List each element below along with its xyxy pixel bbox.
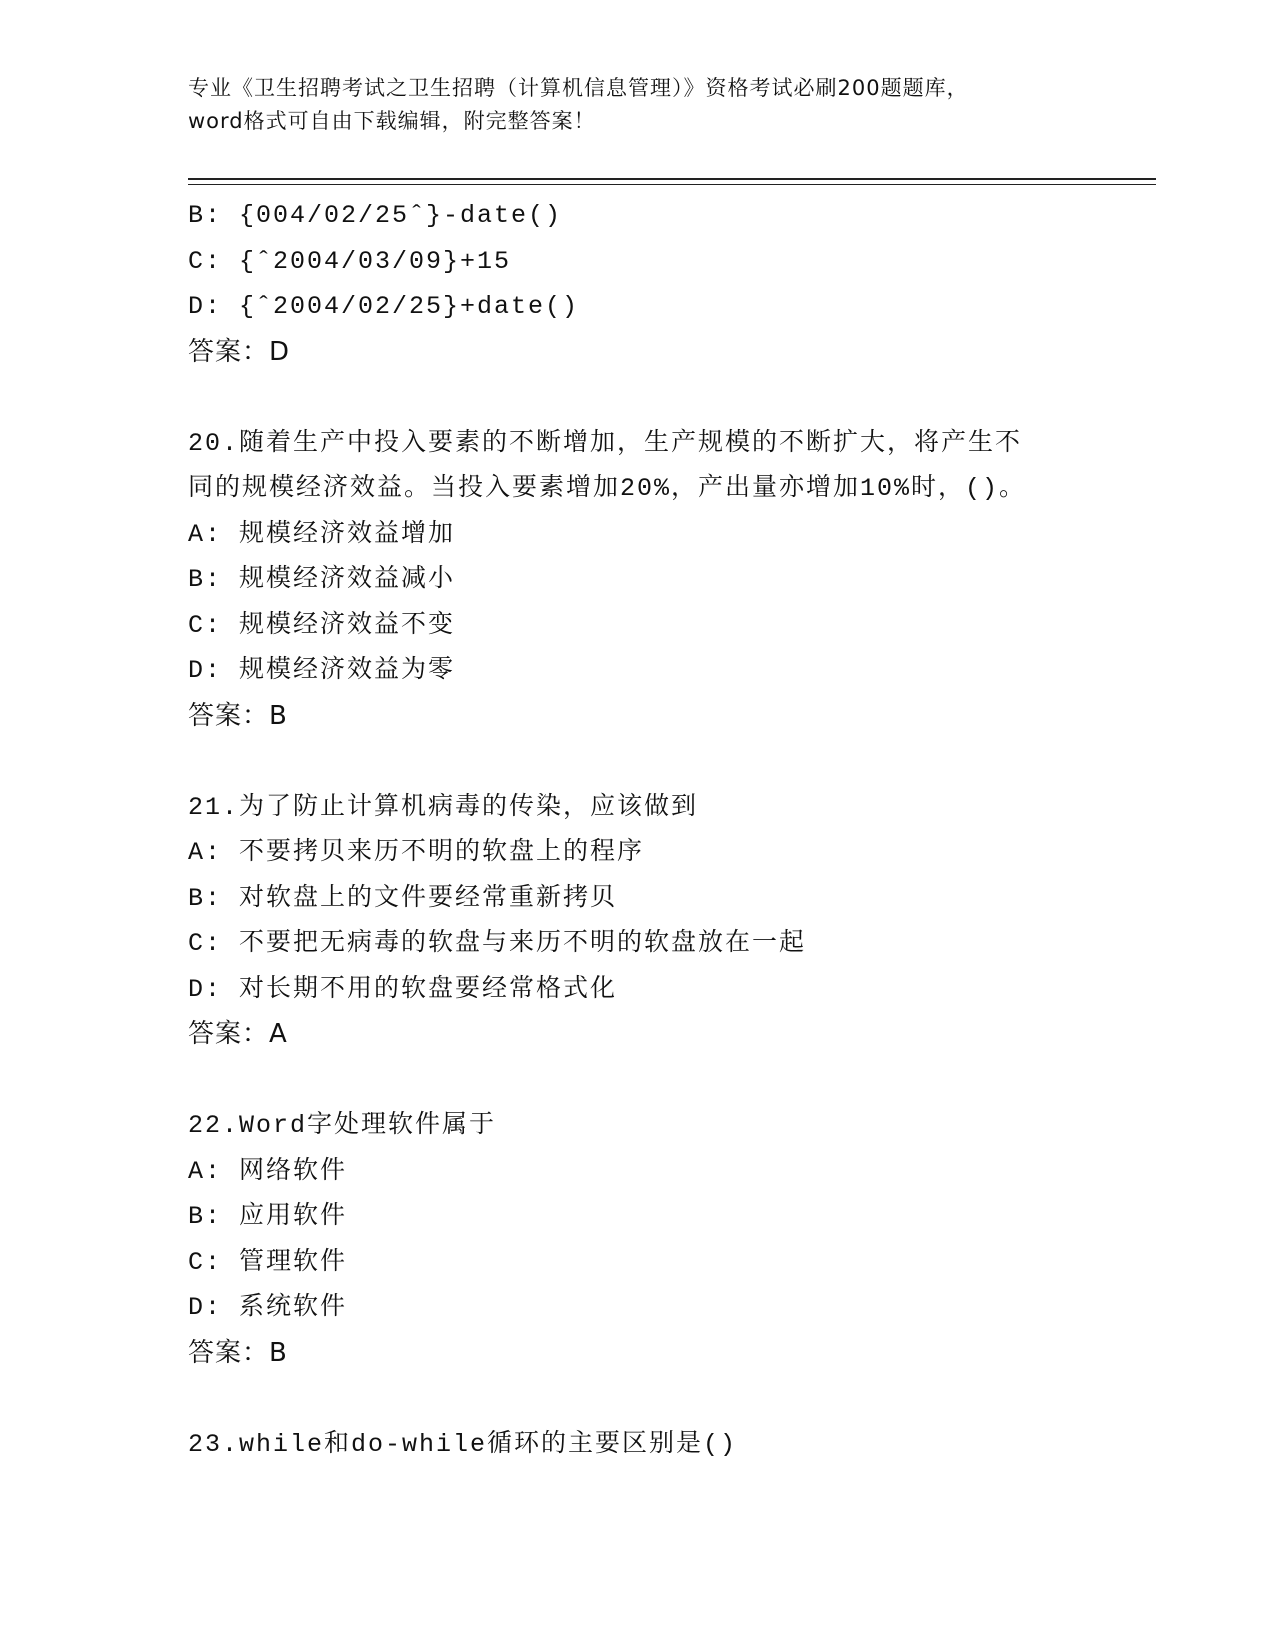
option-d: D: {ˆ2004/02/25}+date() bbox=[188, 292, 580, 321]
option-b: B: 对软盘上的文件要经常重新拷贝 bbox=[188, 883, 618, 913]
answer-label: 答案：B bbox=[188, 1337, 288, 1368]
option-a: A: 不要拷贝来历不明的软盘上的程序 bbox=[188, 838, 645, 867]
question-block-22 bbox=[188, 1103, 1148, 1376]
option-b: B: 应用软件 bbox=[188, 1202, 348, 1231]
option-a: A: 规模经济效益增加 bbox=[188, 519, 456, 549]
question-stem: 23.while和do-while循环的主要区别是() bbox=[188, 1429, 738, 1459]
option-d: D: 对长期不用的软盘要经常格式化 bbox=[188, 974, 618, 1004]
answer-label: 答案：A bbox=[188, 1019, 288, 1049]
answer-label: 答案：D bbox=[188, 336, 291, 367]
question-stem-continued: 同的规模经济效益。当投入要素增加20%，产出量亦增加10%时，()。 bbox=[188, 474, 1027, 503]
option-c: C: 不要把无病毒的软盘与来历不明的软盘放在一起 bbox=[188, 929, 807, 958]
header-title-line-2: word格式可自由下载编辑，附完整答案！ bbox=[188, 109, 596, 133]
header-title-line-1: 专业《卫生招聘考试之卫生招聘（计算机信息管理）》资格考试必刷200题题库， bbox=[188, 76, 969, 100]
option-a: A: 网络软件 bbox=[188, 1156, 348, 1186]
document-header bbox=[188, 72, 1088, 138]
answer-label: 答案：B bbox=[188, 700, 288, 731]
option-c: C: {ˆ2004/03/09}+15 bbox=[188, 246, 512, 276]
question-stem: 21.为了防止计算机病毒的传染，应该做到 bbox=[188, 792, 699, 822]
option-d: D: 系统软件 bbox=[188, 1293, 348, 1322]
question-block-20 bbox=[188, 421, 1148, 740]
question-stem: 22.Word字处理软件属于 bbox=[188, 1111, 497, 1140]
question-block-23 bbox=[188, 1422, 1148, 1468]
question-block-prev bbox=[188, 193, 1148, 375]
header-divider-thin bbox=[188, 184, 1156, 185]
question-stem: 20.随着生产中投入要素的不断增加，生产规模的不断扩大，将产生不 bbox=[188, 428, 1023, 458]
option-d: D: 规模经济效益为零 bbox=[188, 656, 456, 685]
option-b: B: 规模经济效益减小 bbox=[188, 565, 456, 594]
spacer bbox=[188, 1376, 1148, 1422]
header-divider-thick bbox=[188, 178, 1156, 180]
option-c: C: 管理软件 bbox=[188, 1247, 348, 1277]
spacer bbox=[188, 375, 1148, 421]
question-list bbox=[188, 193, 1148, 1467]
option-c: C: 规模经济效益不变 bbox=[188, 610, 456, 640]
spacer bbox=[188, 1058, 1148, 1104]
spacer bbox=[188, 739, 1148, 785]
option-b: B: {004/02/25ˆ}-date() bbox=[188, 201, 563, 230]
question-block-21 bbox=[188, 785, 1148, 1058]
